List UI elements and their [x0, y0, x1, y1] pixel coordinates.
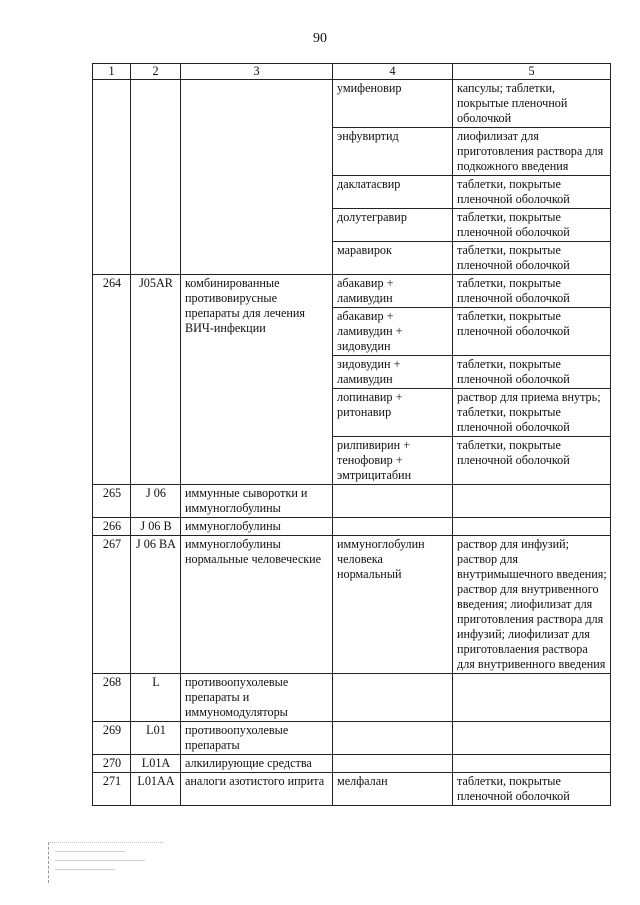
cell-drug — [333, 518, 453, 536]
cell-form — [453, 674, 611, 722]
cell-drug: рилпивирин + тенофовир + эмтрицитабин — [333, 437, 453, 485]
cell-drug: абакавир + ламивудин + зидовудин — [333, 308, 453, 356]
cell-form: таблетки, покрытые пленочной оболочкой — [453, 209, 611, 242]
cell-group-name: противоопухолевые препараты и иммуномодуляторы — [181, 674, 333, 722]
cell-form — [453, 755, 611, 773]
cell-code: J 06 B — [131, 518, 181, 536]
cell-num: 267 — [93, 536, 131, 674]
table-row — [93, 722, 611, 755]
table-row — [93, 536, 611, 674]
table-row — [93, 755, 611, 773]
cell-group-name — [181, 80, 333, 275]
cell-group-name: комбинированные противовирусные препараты для лечения ВИЧ-инфекции — [181, 275, 333, 485]
table-row — [93, 773, 611, 806]
col-header-4: 4 — [333, 64, 453, 80]
cell-drug: иммуноглобулин человека нормальный — [333, 536, 453, 674]
col-header-2: 2 — [131, 64, 181, 80]
cell-num: 269 — [93, 722, 131, 755]
cell-form: таблетки, покрытые пленочной оболочкой — [453, 242, 611, 275]
cell-form — [453, 485, 611, 518]
cell-drug — [333, 674, 453, 722]
cell-drug: зидовудин + ламивудин — [333, 356, 453, 389]
header-row — [93, 64, 611, 80]
table-row — [93, 275, 611, 308]
col-header-3: 3 — [181, 64, 333, 80]
cell-drug: долутегравир — [333, 209, 453, 242]
cell-code: L01 — [131, 722, 181, 755]
cell-group-name: иммуноглобулины — [181, 518, 333, 536]
cell-drug: маравирок — [333, 242, 453, 275]
cell-group-name: иммуноглобулины нормальные человеческие — [181, 536, 333, 674]
stamp-line — [55, 869, 115, 870]
cell-num: 266 — [93, 518, 131, 536]
cell-group-name: алкилирующие средства — [181, 755, 333, 773]
cell-form: раствор для приема внутрь; таблетки, покрытые пленочной оболочкой — [453, 389, 611, 437]
cell-code: L — [131, 674, 181, 722]
cell-form: таблетки, покрытые пленочной оболочкой — [453, 356, 611, 389]
cell-drug: умифеновир — [333, 80, 453, 128]
page-number: 90 — [313, 31, 327, 46]
cell-code: J 06 — [131, 485, 181, 518]
cell-drug: абакавир + ламивудин — [333, 275, 453, 308]
cell-code: L01AA — [131, 773, 181, 806]
cell-form: капсулы; таблетки, покрытые пленочной оболочкой — [453, 80, 611, 128]
cell-form — [453, 722, 611, 755]
cell-code: J05AR — [131, 275, 181, 485]
cell-code: L01A — [131, 755, 181, 773]
cell-drug: энфувиртид — [333, 128, 453, 176]
cell-form: таблетки, покрытые пленочной оболочкой — [453, 773, 611, 806]
table-row — [93, 80, 611, 128]
cell-code — [131, 80, 181, 275]
cell-group-name: противоопухолевые препараты — [181, 722, 333, 755]
cell-form: таблетки, покрытые пленочной оболочкой — [453, 176, 611, 209]
faded-stamp — [48, 842, 163, 883]
cell-drug — [333, 722, 453, 755]
drug-table — [92, 63, 611, 806]
table-row — [93, 485, 611, 518]
cell-group-name: аналоги азотистого иприта — [181, 773, 333, 806]
cell-drug: лопинавир + ритонавир — [333, 389, 453, 437]
cell-num — [93, 80, 131, 275]
cell-group-name: иммунные сыворотки и иммуноглобулины — [181, 485, 333, 518]
col-header-1: 1 — [93, 64, 131, 80]
cell-form: таблетки, покрытые пленочной оболочкой — [453, 275, 611, 308]
stamp-line — [55, 851, 125, 852]
cell-form: таблетки, покрытые пленочной оболочкой — [453, 308, 611, 356]
stamp-line — [55, 860, 145, 861]
cell-num: 264 — [93, 275, 131, 485]
cell-code: J 06 BA — [131, 536, 181, 674]
cell-form: раствор для инфузий; раствор для внутримышечного введения; раствор для внутривенного введения; лиофилизат для приготовления раствора для инфузий; лиофилизат для приготовлаения раствора для внутривенного введения — [453, 536, 611, 674]
col-header-5: 5 — [453, 64, 611, 80]
table-row — [93, 518, 611, 536]
cell-drug: даклатасвир — [333, 176, 453, 209]
cell-form — [453, 518, 611, 536]
cell-num: 268 — [93, 674, 131, 722]
table-row — [93, 674, 611, 722]
cell-drug — [333, 485, 453, 518]
cell-num: 271 — [93, 773, 131, 806]
cell-form: лиофилизат для приготовления раствора для подкожного введения — [453, 128, 611, 176]
cell-num: 270 — [93, 755, 131, 773]
cell-drug: мелфалан — [333, 773, 453, 806]
cell-drug — [333, 755, 453, 773]
cell-num: 265 — [93, 485, 131, 518]
cell-form: таблетки, покрытые пленочной оболочкой — [453, 437, 611, 485]
